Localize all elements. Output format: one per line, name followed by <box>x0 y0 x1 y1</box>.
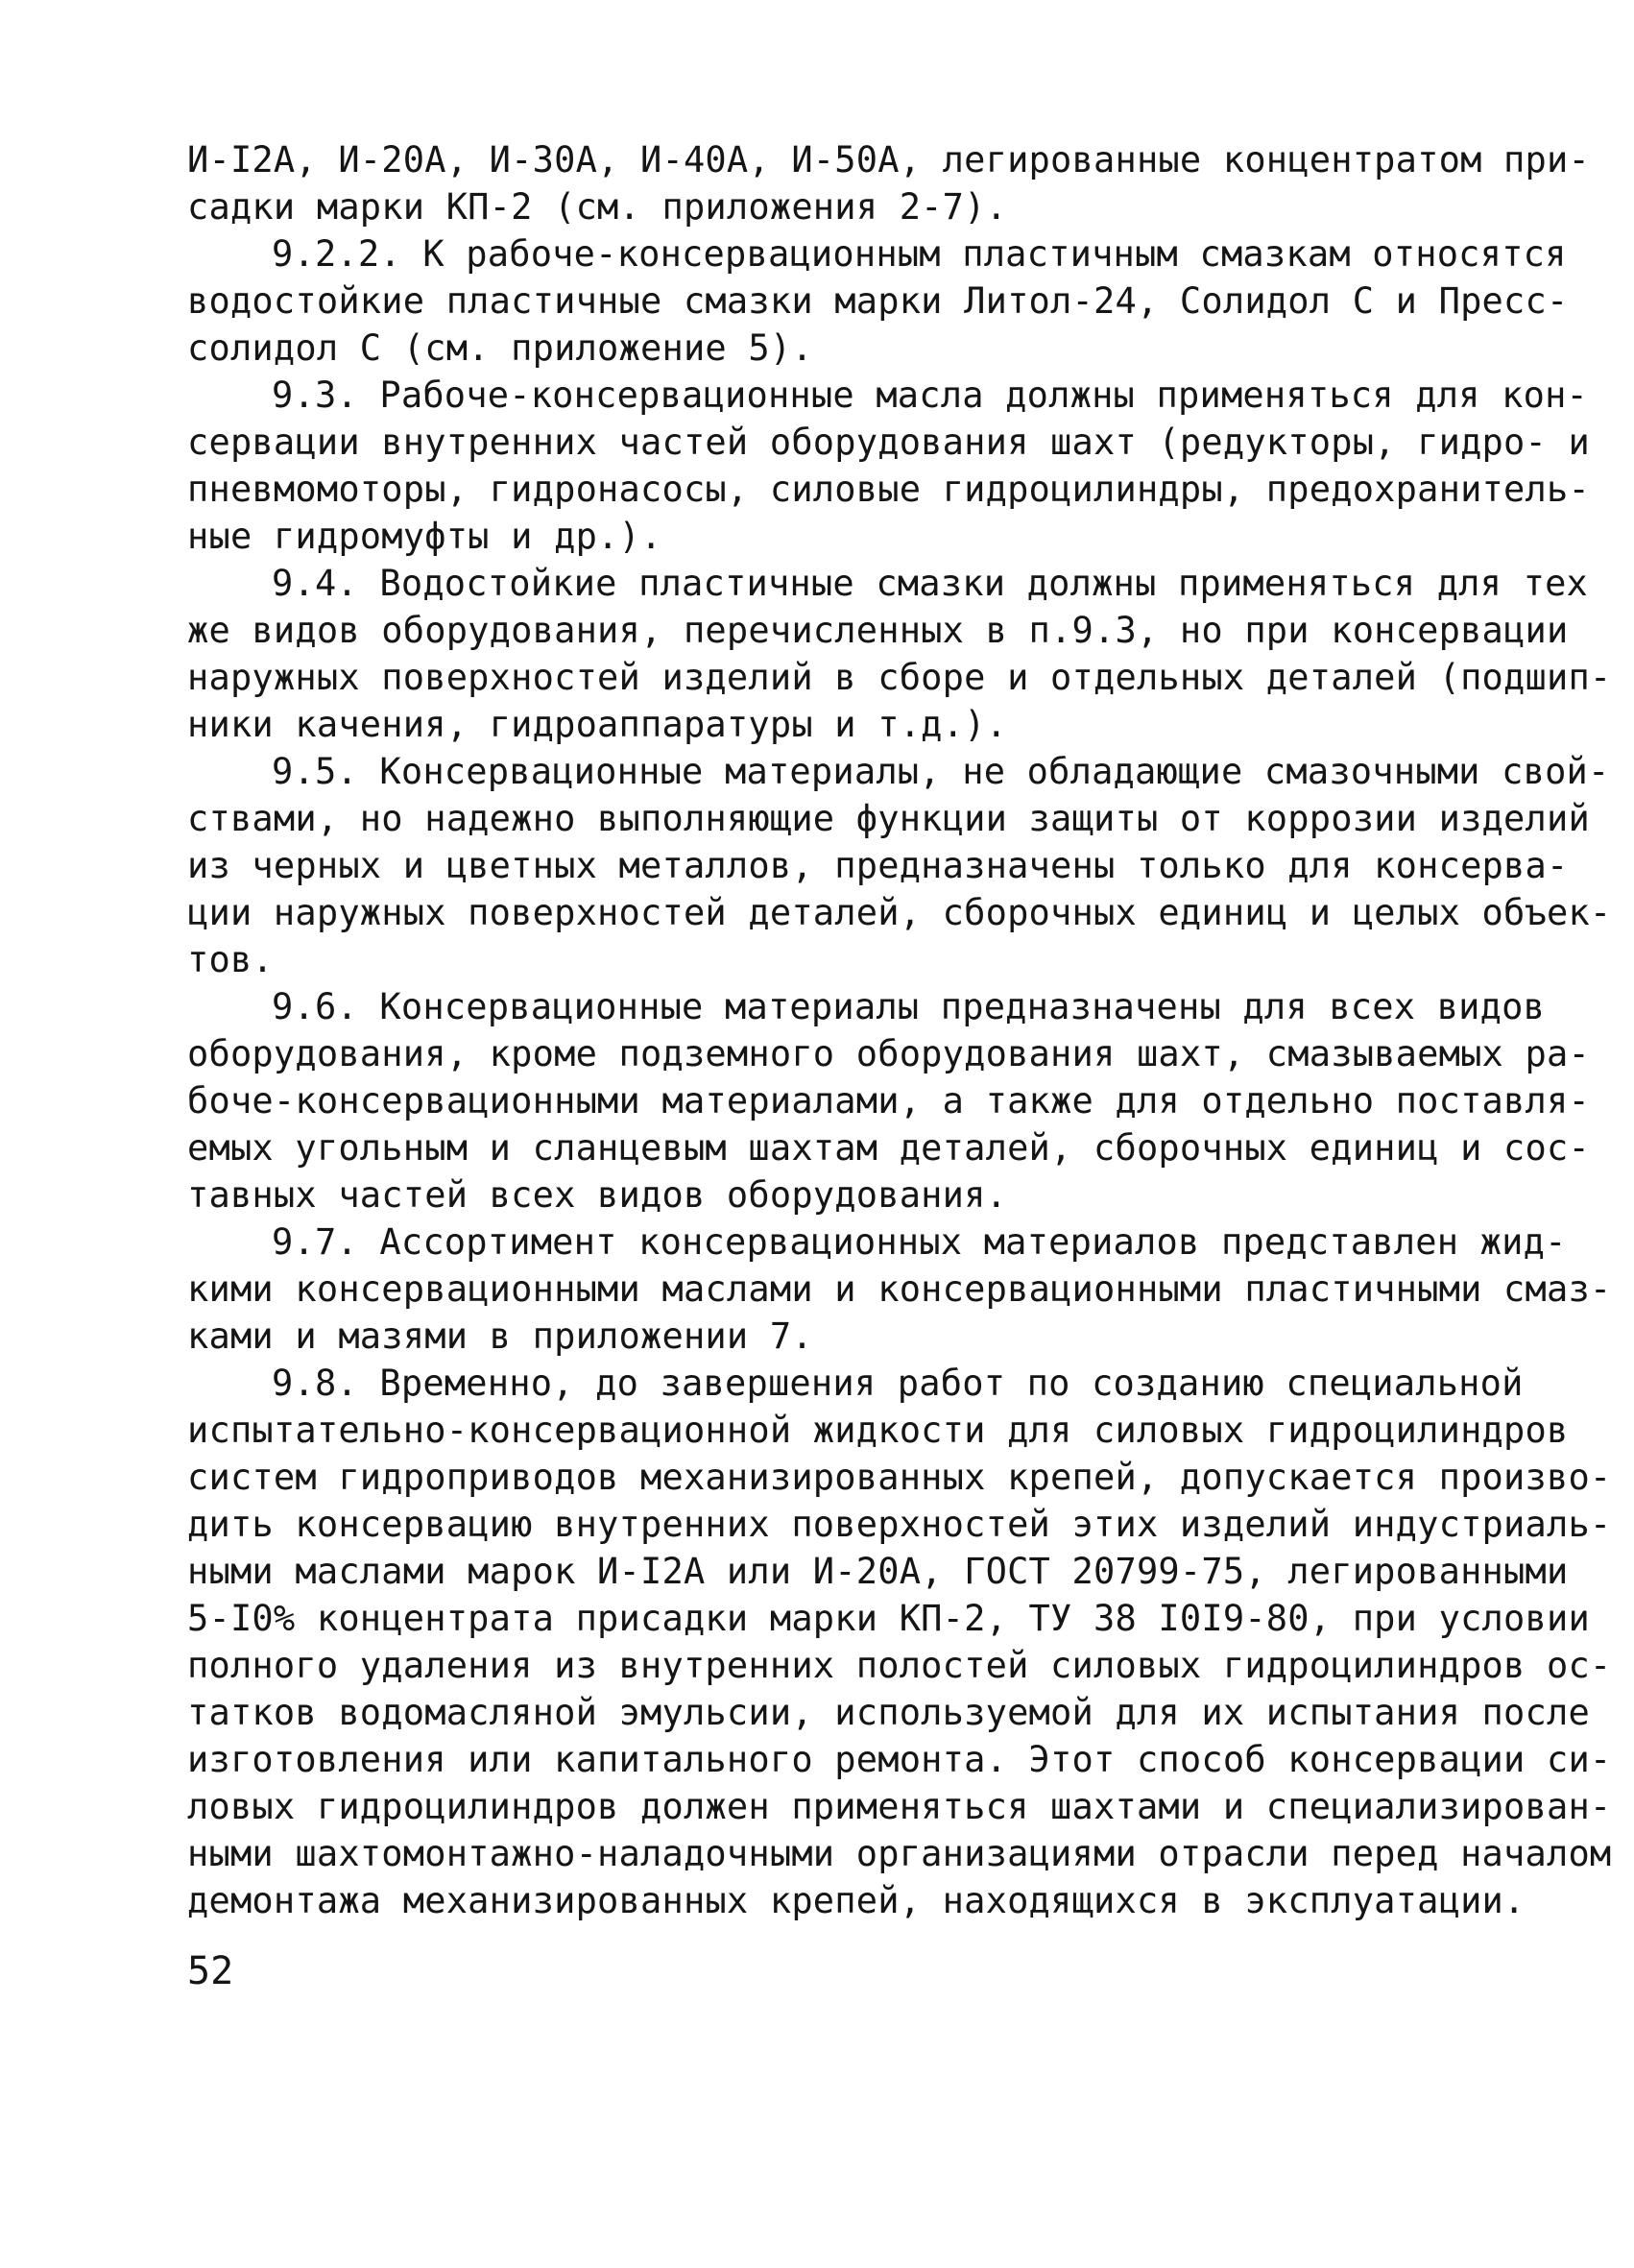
clause-9-8-start: 9.8. Временно, до завершения работ по созданию специальной <box>272 1363 1524 1404</box>
text-line: наружных поверхностей изделий в сборе и отдельных деталей (подшип- <box>187 657 1612 698</box>
text-line: полного удаления из внутренних полостей силовых гидроцилиндров ос- <box>187 1645 1612 1686</box>
page-number: 52 <box>187 1949 234 1993</box>
text-line: тов. <box>187 939 274 980</box>
text-line: оборудования, кроме подземного оборудования шахт, смазываемых ра- <box>187 1033 1590 1074</box>
text-line: 5-I0% концентрата присадки марки КП-2, ТУ 38 I0I9-80, при условии <box>187 1598 1590 1639</box>
text-line: татков водомасляной эмульсии, используемой для их испытания после <box>187 1692 1590 1733</box>
clause-9-7-start: 9.7. Ассортимент консервационных материалов представлен жид- <box>272 1221 1567 1263</box>
clause-9-4-start: 9.4. Водостойкие пластичные смазки должны применяться для тех <box>272 563 1589 604</box>
text-line: ции наружных поверхностей деталей, сборочных единиц и целых объек- <box>187 892 1612 933</box>
text-line: сервации внутренних частей оборудования шахт (редукторы, гидро- и <box>187 422 1590 463</box>
text-line: емых угольным и сланцевым шахтам деталей, сборочных единиц и сос- <box>187 1127 1590 1169</box>
text-line: кими консервационными маслами и консервационными пластичными смаз- <box>187 1268 1612 1310</box>
text-line: водостойкие пластичные смазки марки Литол-24, Солидол С и Пресс- <box>187 280 1569 322</box>
text-line: солидол С (см. приложение 5). <box>187 327 813 369</box>
text-line: ствами, но надежно выполняющие функции защиты от коррозии изделий <box>187 798 1590 839</box>
clause-9-6-start: 9.6. Консервационные материалы предназначены для всех видов <box>272 986 1546 1027</box>
body-text <box>187 136 1612 1924</box>
text-line: демонтажа механизированных крепей, находящихся в эксплуатации. <box>187 1880 1526 1921</box>
text-line: И-I2А, И-20А, И-30А, И-40А, И-50А, легированные концентратом при- <box>187 139 1590 181</box>
text-line: ными маслами марок И-I2А или И-20А, ГОСТ 20799-75, легированными <box>187 1551 1569 1592</box>
text-line: из черных и цветных металлов, предназначены только для консерва- <box>187 845 1569 886</box>
text-line: боче-консервационными материалами, а также для отдельно поставля- <box>187 1080 1590 1122</box>
text-line: садки марки КП-2 (см. приложения 2-7). <box>187 186 1008 228</box>
text-line: изготовления или капитального ремонта. Этот способ консервации си- <box>187 1739 1612 1780</box>
clause-9-2-2-start: 9.2.2. К рабоче-консервационным пластичным смазкам относятся <box>272 233 1567 275</box>
text-line: дить консервацию внутренних поверхностей этих изделий индустриаль- <box>187 1504 1612 1545</box>
clause-9-5-start: 9.5. Консервационные материалы, не обладающие смазочными свой- <box>272 751 1610 792</box>
text-line: ные гидромуфты и др.). <box>187 516 662 557</box>
text-line: ловых гидроцилиндров должен применяться шахтами и специализирован- <box>187 1786 1612 1827</box>
text-line: пневмомоторы, гидронасосы, силовые гидроцилиндры, предохранитель- <box>187 469 1590 510</box>
text-line: ками и мазями в приложении 7. <box>187 1315 813 1357</box>
text-line: же видов оборудования, перечисленных в п.9.3, но при консервации <box>187 610 1569 651</box>
clause-9-3-start: 9.3. Рабоче-консервационные масла должны применяться для кон- <box>272 374 1589 416</box>
text-line: ными шахтомонтажно-наладочными организациями отрасли перед началом <box>187 1833 1612 1874</box>
text-line: испытательно-консервационной жидкости для силовых гидроцилиндров <box>187 1410 1569 1451</box>
text-line: тавных частей всех видов оборудования. <box>187 1174 1008 1216</box>
text-line: ники качения, гидроаппаратуры и т.д.). <box>187 704 1008 745</box>
text-line: систем гидроприводов механизированных крепей, допускается произво- <box>187 1457 1612 1498</box>
